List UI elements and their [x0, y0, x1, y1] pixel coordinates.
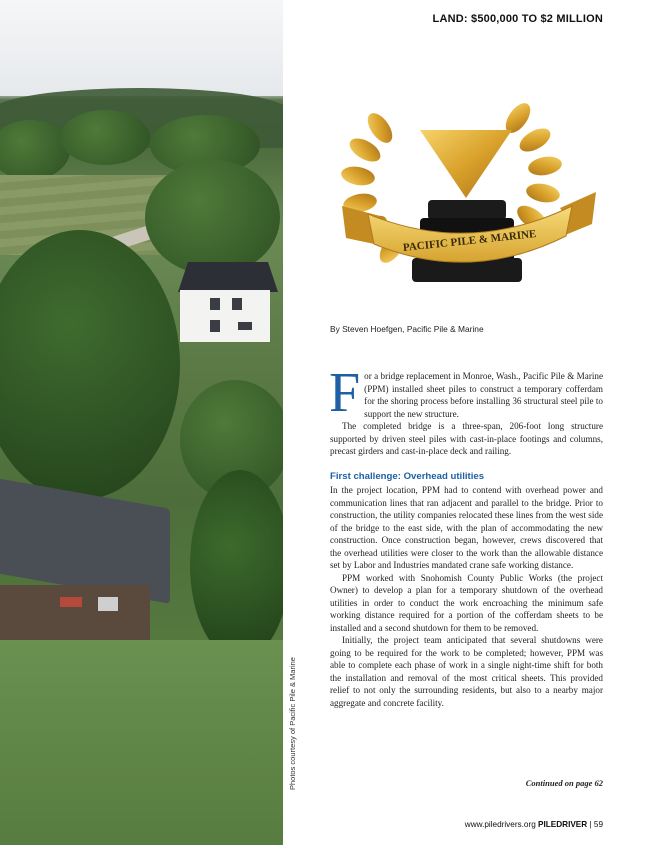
- page-footer: [465, 820, 603, 829]
- photo-sky: [0, 0, 283, 96]
- footer-url: www.piledrivers.org: [464, 820, 536, 829]
- footer-separator: |: [589, 820, 592, 829]
- drop-cap: F: [329, 362, 361, 424]
- photo-tree: [145, 160, 280, 275]
- article-subhead: First challenge: Overhead utilities: [330, 470, 485, 482]
- article-paragraph: Initially, the project team anticipated that several shutdowns were going to be required for the work to be completed; however, PPM was able to complete each phase of work in a single night-time shift for both the installation and removal of the most critical sheets. This provided relief to not only the surrounding residents, but also to a nearby major aggregate and concrete facility.: [330, 635, 603, 708]
- article-paragraph: PPM worked with Snohomish County Public Works (the project Owner) to develop a plan for a temporary shutdown of the overhead utilities in order to conduct the work encroaching the minimum safe working distance required for a portion of the cofferdam sheets to be installed and a second shutdown for them to be removed.: [330, 572, 603, 633]
- article-body: [329, 362, 603, 709]
- photo-grass: [0, 640, 283, 845]
- article-paragraph: The completed bridge is a three-span, 206-foot long structure supported by driven steel piles with cast-in-place footings and columns, precast girders and cast-in-place deck and railing.: [330, 421, 603, 456]
- byline: By Steven Hoefgen, Pacific Pile & Marine: [330, 324, 484, 334]
- photo-tree-large: [0, 230, 180, 500]
- section-header: LAND: $500,000 TO $2 MILLION: [432, 13, 603, 25]
- aerial-photo: [0, 0, 283, 845]
- photo-house-roof: [178, 262, 278, 292]
- photo-cabin: [0, 585, 150, 640]
- photo-credit: Photos courtesy of Pacific Pile & Marine: [288, 657, 297, 790]
- photo-house: [180, 290, 270, 342]
- footer-magazine: PILEDRIVER: [538, 820, 588, 829]
- photo-tree: [0, 120, 70, 180]
- article-paragraph: In the project location, PPM had to contend with overhead power and communication lines that ran adjacent and parallel to the bridge. Prior to construction, the utility companies relocated these lines from the west side of the bridge to the east side, with the plan of accommodating the new construction. Once construction began, however, crews discovered that the overhead utilities were closer to the work than the allowable distance set by Labor and Industries mandated crane safe working distance.: [330, 485, 603, 570]
- award-trophy-icon: [340, 88, 600, 288]
- article-paragraph: For a bridge replacement in Monroe, Wash., Pacific Pile & Marine (PPM) installed sheet piles to construct a temporary cofferdam for the shoring process before installing 36 structural steel pile to support the new structure.: [329, 362, 603, 424]
- photo-tree: [190, 470, 283, 660]
- footer-page-number: 59: [593, 820, 603, 829]
- continued-note: Continued on page 62: [525, 778, 603, 788]
- photo-tree: [60, 110, 150, 165]
- trophy-triangle-icon: [420, 130, 512, 198]
- award-ribbon-text: PACIFIC PILE & MARINE: [402, 228, 537, 254]
